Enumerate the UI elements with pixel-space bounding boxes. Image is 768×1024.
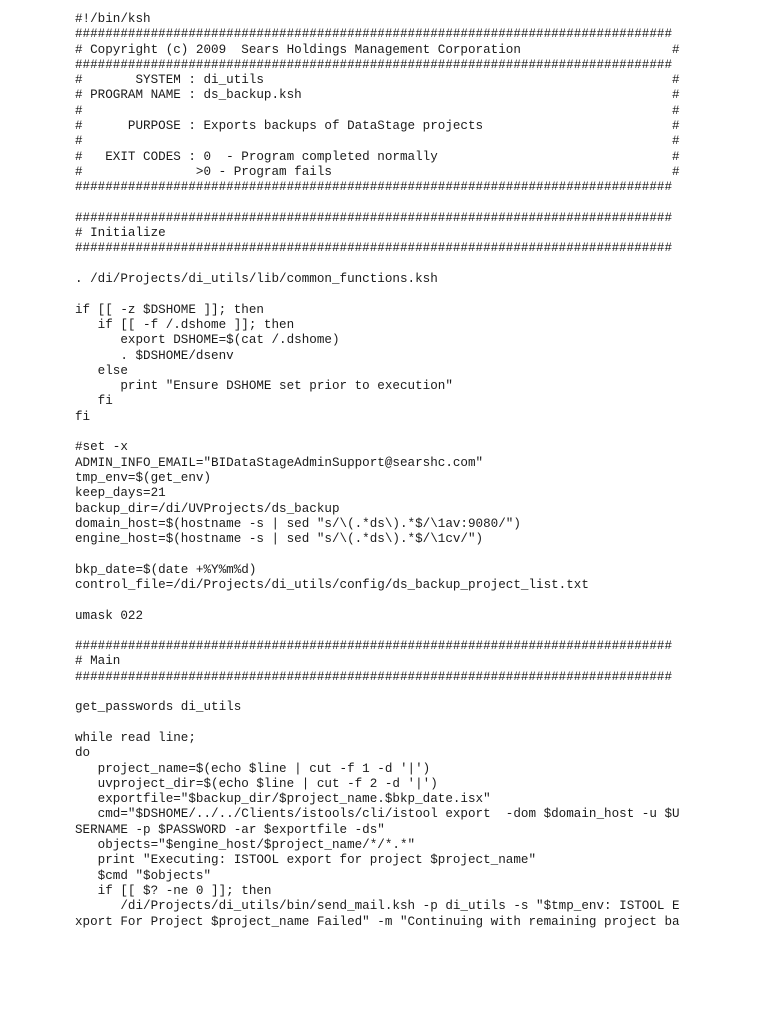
header-blank-line: # # xyxy=(75,134,680,149)
code-line: if [[ $? -ne 0 ]]; then xyxy=(75,883,272,898)
section-border: ############################################################################### xyxy=(75,639,673,654)
code-line: cmd="$DSHOME/../../Clients/istools/cli/istool export -dom $domain_host -u $U xyxy=(75,807,680,822)
code-line: umask 022 xyxy=(75,608,144,623)
code-line: domain_host=$(hostname -s | sed "s/\(.*ds\).*$/\1av:9080/") xyxy=(75,516,521,531)
program-name-line: # PROGRAM NAME : ds_backup.ksh # xyxy=(75,88,680,103)
code-line: . $DSHOME/dsenv xyxy=(75,348,234,363)
header-border-top: ############################################################################### xyxy=(75,27,673,42)
code-line: /di/Projects/di_utils/bin/send_mail.ksh -p di_utils -s "$tmp_env: ISTOOL E xyxy=(75,899,680,914)
header-border-bottom: ############################################################################### xyxy=(75,180,673,195)
code-line: if [[ -f /.dshome ]]; then xyxy=(75,317,295,332)
exit-codes-fail-line: # >0 - Program fails # xyxy=(75,164,680,179)
code-line: if [[ -z $DSHOME ]]; then xyxy=(75,302,264,317)
section-border: ############################################################################### xyxy=(75,669,673,684)
code-line: project_name=$(echo $line | cut -f 1 -d '|') xyxy=(75,761,431,776)
blank-line xyxy=(75,624,755,639)
purpose-line: # PURPOSE : Exports backups of DataStage projects # xyxy=(75,119,680,134)
blank-line xyxy=(75,716,755,731)
blank-line xyxy=(75,257,755,272)
section-title-main: # Main xyxy=(75,654,121,669)
code-line: bkp_date=$(date +%Y%m%d) xyxy=(75,562,257,577)
code-document xyxy=(75,12,755,930)
code-line: else xyxy=(75,363,128,378)
blank-line xyxy=(75,593,755,608)
blank-line xyxy=(75,287,755,302)
code-line: print "Executing: ISTOOL export for project $project_name" xyxy=(75,853,537,868)
blank-line xyxy=(75,685,755,700)
code-line: while read line; xyxy=(75,730,196,745)
code-line: $cmd "$objects" xyxy=(75,868,212,883)
code-line: fi xyxy=(75,394,113,409)
code-line: keep_days=21 xyxy=(75,486,166,501)
code-line: objects="$engine_host/$project_name/*/*.*" xyxy=(75,838,416,853)
blank-line xyxy=(75,425,755,440)
code-line: print "Ensure DSHOME set prior to execution" xyxy=(75,379,453,394)
code-line: exportfile="$backup_dir/$project_name.$bkp_date.isx" xyxy=(75,792,491,807)
code-line: tmp_env=$(get_env) xyxy=(75,470,212,485)
shebang-line: #!/bin/ksh xyxy=(75,12,151,26)
code-line: control_file=/di/Projects/di_utils/config/ds_backup_project_list.txt xyxy=(75,577,589,592)
section-border: ############################################################################### xyxy=(75,210,673,225)
source-common-functions-line: . /di/Projects/di_utils/lib/common_functions.ksh xyxy=(75,272,438,287)
code-line: ADMIN_INFO_EMAIL="BIDataStageAdminSupport@searshc.com" xyxy=(75,455,484,470)
system-line: # SYSTEM : di_utils # xyxy=(75,73,680,88)
code-line-wrapped: xport For Project $project_name Failed" -m "Continuing with remaining project ba xyxy=(75,914,680,929)
code-line: uvproject_dir=$(echo $line | cut -f 2 -d '|') xyxy=(75,776,438,791)
header-border: ############################################################################### xyxy=(75,57,673,72)
code-line: fi xyxy=(75,409,91,424)
code-line: do xyxy=(75,746,91,761)
code-line: backup_dir=/di/UVProjects/ds_backup xyxy=(75,501,340,516)
blank-line xyxy=(75,196,755,211)
header-blank-line: # # xyxy=(75,103,680,118)
code-line: get_passwords di_utils xyxy=(75,700,242,715)
code-line: export DSHOME=$(cat /.dshome) xyxy=(75,333,340,348)
exit-codes-line: # EXIT CODES : 0 - Program completed normally # xyxy=(75,149,680,164)
section-border: ############################################################################### xyxy=(75,241,673,256)
code-line: engine_host=$(hostname -s | sed "s/\(.*ds\).*$/\1cv/") xyxy=(75,532,484,547)
blank-line xyxy=(75,547,755,562)
section-title-initialize: # Initialize xyxy=(75,226,166,241)
copyright-line: # Copyright (c) 2009 Sears Holdings Management Corporation # xyxy=(75,42,680,57)
code-line-wrapped: SERNAME -p $PASSWORD -ar $exportfile -ds" xyxy=(75,822,385,837)
code-line: #set -x xyxy=(75,440,128,455)
